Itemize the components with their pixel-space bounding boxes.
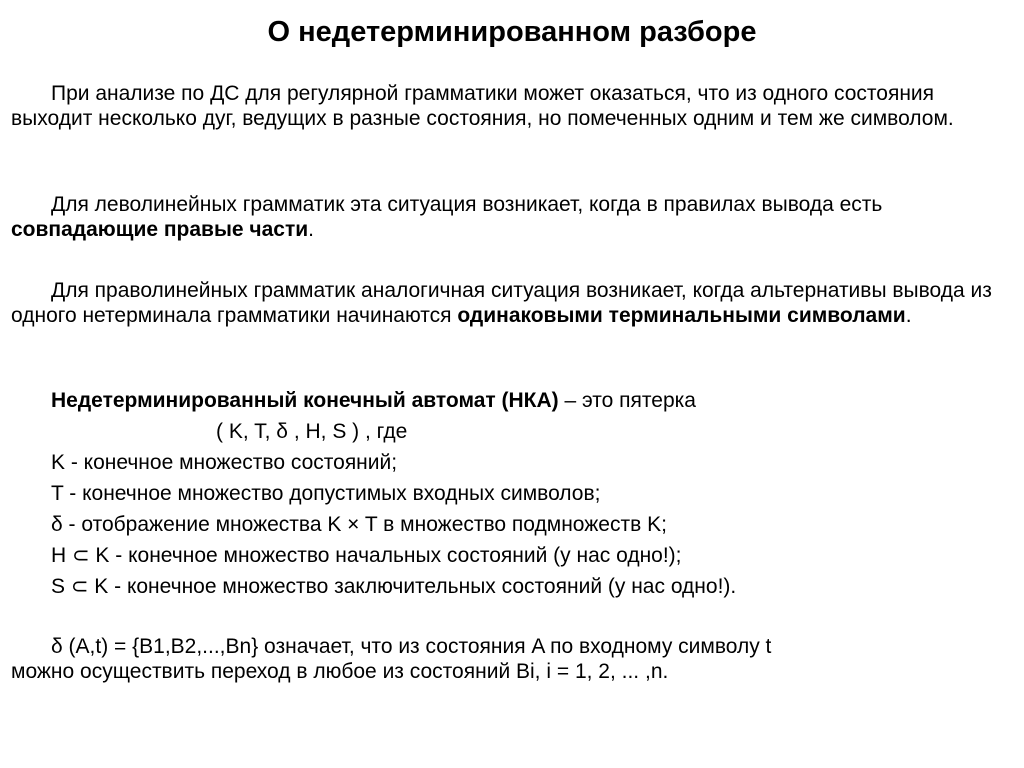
def-s: S ⊂ K - конечное множество заключительных состояний (у нас одно!). [51, 575, 737, 598]
paragraph-intro [11, 81, 1017, 131]
paragraph-right-linear [11, 278, 1017, 328]
def-delta: δ - отображение множества K × T в множество подмножеств K; [51, 513, 667, 536]
transition-line-1: δ (A,t) = {B1,B2,...,Bn} означает, что из состояния A по входному символу t [51, 635, 772, 658]
paragraph-intro-text: При анализе по ДС для регулярной грамматики может оказаться, что из одного состояния выходит несколько дуг, ведущих в разные состояния, но помеченных одним и тем же символом. [11, 82, 954, 130]
paragraph-left-linear [11, 192, 1017, 242]
left-linear-bold: совпадающие правые части [11, 218, 309, 241]
def-h: H ⊂ K - конечное множество начальных состояний (у нас одно!); [51, 544, 682, 567]
nka-term-rest: – это пятерка [558, 389, 696, 412]
nka-definition [51, 388, 696, 413]
nka-term: Недетерминированный конечный автомат (НКА) [51, 389, 559, 412]
transition-line-2: можно осуществить переход в любое из состояний Bi, i = 1, 2, ... ,n. [11, 660, 669, 683]
right-linear-bold: одинаковыми терминальными символами [457, 304, 906, 327]
slide-title: О недетерминированном разборе [267, 16, 757, 48]
nka-tuple: ( K, T, δ , H, S ) , где [216, 420, 408, 443]
def-k: K - конечное множество состояний; [51, 451, 398, 474]
left-linear-text: Для леволинейных грамматик эта ситуация возникает, когда в правилах вывода есть [51, 193, 883, 216]
left-linear-end: . [308, 218, 315, 241]
right-linear-text: Для праволинейных грамматик аналогичная ситуация возникает, когда альтернативы вывода из одного нетерминала грамматики начинаются [11, 279, 992, 327]
right-linear-end: . [905, 304, 912, 327]
def-t: T - конечное множество допустимых входных символов; [51, 482, 601, 505]
